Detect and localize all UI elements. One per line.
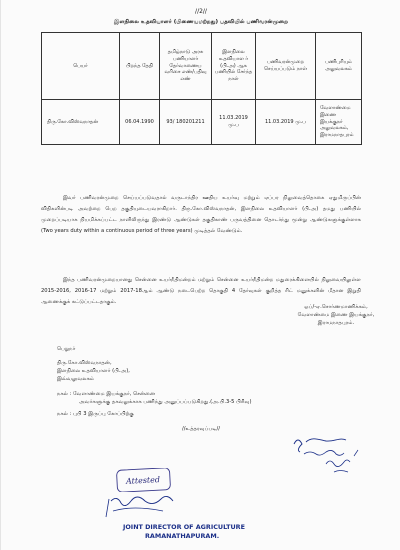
signatory-block xyxy=(281,303,391,327)
addressee-designation: இளநிலை உதவியாளர் (பி.அ), xyxy=(57,368,130,374)
addressee-label: பெறுநர் xyxy=(57,346,76,352)
regularisation-table xyxy=(41,32,362,145)
cell-dob: 06.04.1990 xyxy=(120,100,160,145)
signatory-place: இராமநாதபுரம். xyxy=(317,320,355,326)
addressee-block xyxy=(57,345,257,383)
paragraph-probation: இவர் பணிவரன்முறை செய்யப்படுவதால் வருடாந்திர ஊதிய உயர்வு மற்றும் ஏப்பர நிலுவைத்தொகை ஏதுமிருப்பின் விதிகளின்படி அவற்றை பெற தகுதியுடையவராகிறார். திரு.கோ.விஸ்வநாதன், இளநிலை உதவியாளர் (பி.அ) தமது பணியில் முறைப்படியாக நியமிக்கப்பட்ட நாளிலிருந்து இரண்டு ஆண்டுகள் தகுதிகாண் பருவத்தினை தொடர்ந்து மூன்று ஆண்டுகளுக்குள்ளாக (Two years duty within a continuous period of three years) முடித்தல் வேண்டும். xyxy=(41,195,361,234)
table-row xyxy=(42,100,362,145)
column-header-joining-date: இளநிலை உதவியாள ர் (பி.அ) ஆக பணியில் சேர்ந்த நாள் xyxy=(212,33,256,100)
seal-line-place: RAMANATHAPURAM. xyxy=(145,532,220,540)
attested-stamp xyxy=(116,468,171,492)
cell-name: திரு.கோ.விஸ்வநாதன் xyxy=(42,100,120,145)
copy-to-file: நகல் : புபி 3 இருப்பு கோப்பிற்கு xyxy=(57,411,134,417)
cell-office: வேளாண்மை இணை இயக்குநர் அலுவலகம், இராமநாதபுரம் xyxy=(316,100,362,145)
addressee-name: திரு.கோ.விஸ்வநாதன், xyxy=(57,360,112,366)
column-header-dob: பிறந்த தேதி xyxy=(120,33,160,100)
cell-joining-date: 11.03.2019 மு.ப xyxy=(212,100,256,145)
page-number: //2// xyxy=(195,8,207,15)
signatory-title: வேளாண்மை இணை இயக்குநர், xyxy=(297,312,375,318)
official-seal-block xyxy=(51,493,251,548)
column-header-regularisation-date: பணிவரன்முறை செய்யப்படும் நாள் xyxy=(256,33,316,100)
document-heading: இளநிலை உதவியாளர் (பிணையமற்றது) பதவியில் பணிவரன்முறை xyxy=(113,19,289,25)
forward-mark: //உத்தரவுப்படி// xyxy=(182,426,220,432)
attested-label: Attested xyxy=(125,475,161,486)
seal-line-office: JOINT DIRECTOR OF AGRICULTURE xyxy=(123,523,245,531)
cell-tnpsc-number: 93/ 180201211 xyxy=(160,100,212,145)
column-header-office: பணிபுரியும் அலுவலகம் xyxy=(316,33,362,100)
copy-to-director-note: அவர்களுக்கு தகவலுக்காக பணிந்து அனுப்பப்படுகிறது.(அ.பி.3-5 பிரிவு) xyxy=(79,399,252,405)
paragraph-court-condition: இந்த பணிவரன்முறையானது சென்னை உயர்நீதிமன்றம் மற்றும் சென்னை உயர்நீதிமன்ற மதுரைக்கிளையில் நிலுவையிலுள்ள 2015-2016, 2016-17 மற்றும் 2017-18ஆம் ஆண்டு நடைபெற்ற தொகுதி 4 தேர்வுகள் குறித்த ரிட் மனுக்களின் மீதான இறுதி ஆணைக்குக் கட்டுப்பட்டதாகும். xyxy=(41,277,361,305)
copy-to-director: நகல் : வேளாண்மை இயக்குநர், சென்னை xyxy=(57,391,155,397)
cell-regularisation-date: 11.03.2019 மு.ப xyxy=(256,100,316,145)
handwritten-signature-right xyxy=(284,432,374,482)
addressee-office: இவ்வலுவலகம் xyxy=(57,376,95,382)
signatory-name: ஒப்/-ஏ.சொர்ணமாணிக்கம், xyxy=(304,304,368,310)
column-header-tnpsc-number: தமிழ்நாடு அரசு பணியாளர் தேர்வாணைய வரிசை எண்/பதிவு எண் xyxy=(160,33,212,100)
column-header-name: பெயர் xyxy=(42,33,120,100)
table-header-row xyxy=(42,33,362,100)
